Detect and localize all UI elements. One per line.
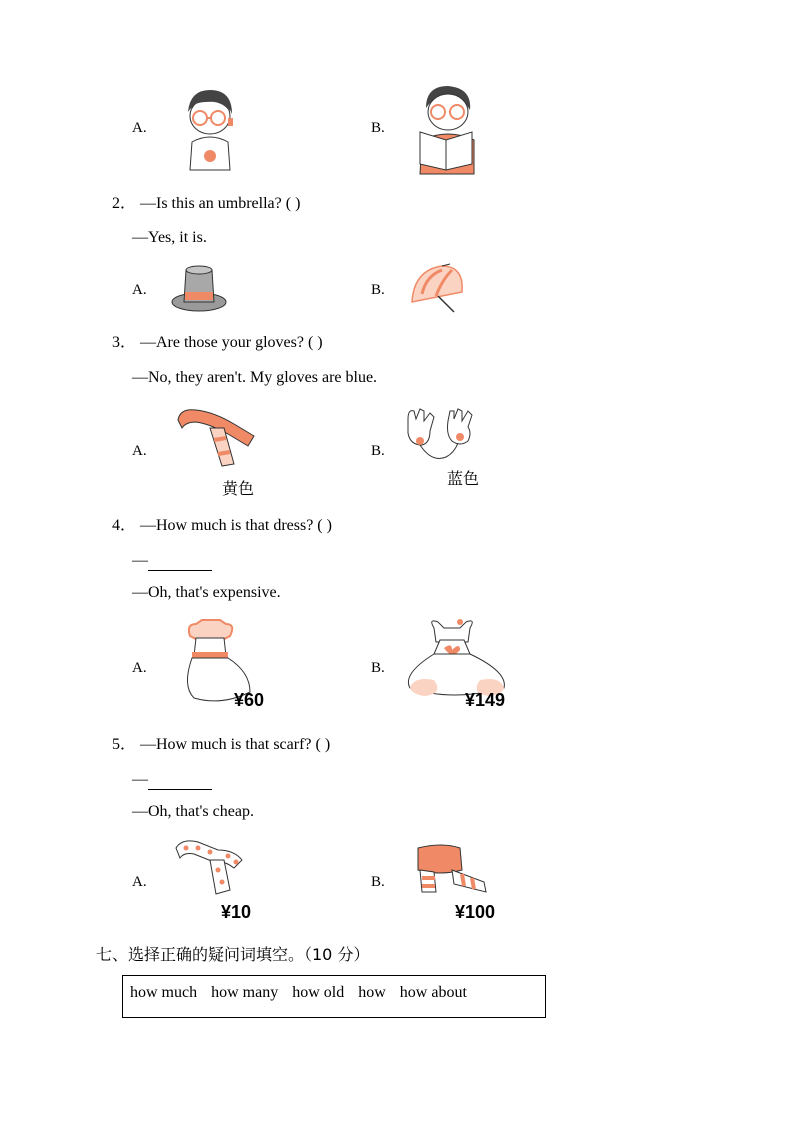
q5-option-a-price: ¥10 [221,902,252,922]
q2-prompt: —Is this an umbrella? ( ) [140,195,301,212]
q3-option-b-letter: B. [371,443,385,459]
word-how: how [358,984,386,1001]
q1-option-a-letter: A. [132,120,147,136]
q5-option-a-letter: A. [132,874,147,890]
q2-option-a-letter: A. [132,282,147,298]
word-how-many: how many [211,984,279,1001]
q4-number: 4． [112,517,137,534]
q2-option-b-letter: B. [371,282,385,298]
q3-option-b-caption: 蓝色 [447,469,480,488]
q4-answer-blank[interactable] [148,554,212,571]
q5-answer-line [132,770,212,790]
q4-option-b-price: ¥149 [465,690,506,710]
q4-option-b-letter: B. [371,660,385,676]
boy-with-glasses-image [176,86,240,174]
boy-reading-book-image [412,82,478,176]
q5-option-b-price: ¥100 [455,902,496,922]
hat-image [170,264,228,314]
q4-dash: — [132,552,148,569]
q4-prompt: —How much is that dress? ( ) [140,517,332,534]
q3-answer: —No, they aren't. My gloves are blue. [132,369,378,386]
gloves-image [402,405,484,461]
q3-option-a-caption: 黄色 [222,479,255,498]
word-bank-box [122,975,546,1018]
q3-option-a-letter: A. [132,443,147,459]
q2-number: 2． [112,195,137,212]
q4-option-a-letter: A. [132,660,147,676]
section-7-heading: 七、选择正确的疑问词填空。（10 分） [96,945,370,964]
word-how-old: how old [292,984,345,1001]
dotted-scarf-image [172,836,250,902]
q1-option-b-letter: B. [371,120,385,136]
umbrella-image [406,262,466,314]
striped-scarf-image [412,842,492,898]
scarf-image [174,406,258,474]
q4-reply: —Oh, that's expensive. [132,584,281,601]
q5-answer-blank[interactable] [148,773,212,790]
q3-prompt: —Are those your gloves? ( ) [140,334,323,351]
q5-option-b-letter: B. [371,874,385,890]
q5-dash: — [132,771,148,788]
q5-number: 5． [112,736,137,753]
q2-answer: —Yes, it is. [132,229,207,246]
q5-prompt: —How much is that scarf? ( ) [140,736,331,753]
word-how-much: how much [130,984,198,1001]
ball-gown-image [404,614,510,700]
q3-number: 3． [112,334,137,351]
q4-answer-line [132,551,212,571]
q5-reply: —Oh, that's cheap. [132,803,254,820]
word-how-about: how about [399,984,467,1001]
q4-option-a-price: ¥60 [234,690,265,710]
